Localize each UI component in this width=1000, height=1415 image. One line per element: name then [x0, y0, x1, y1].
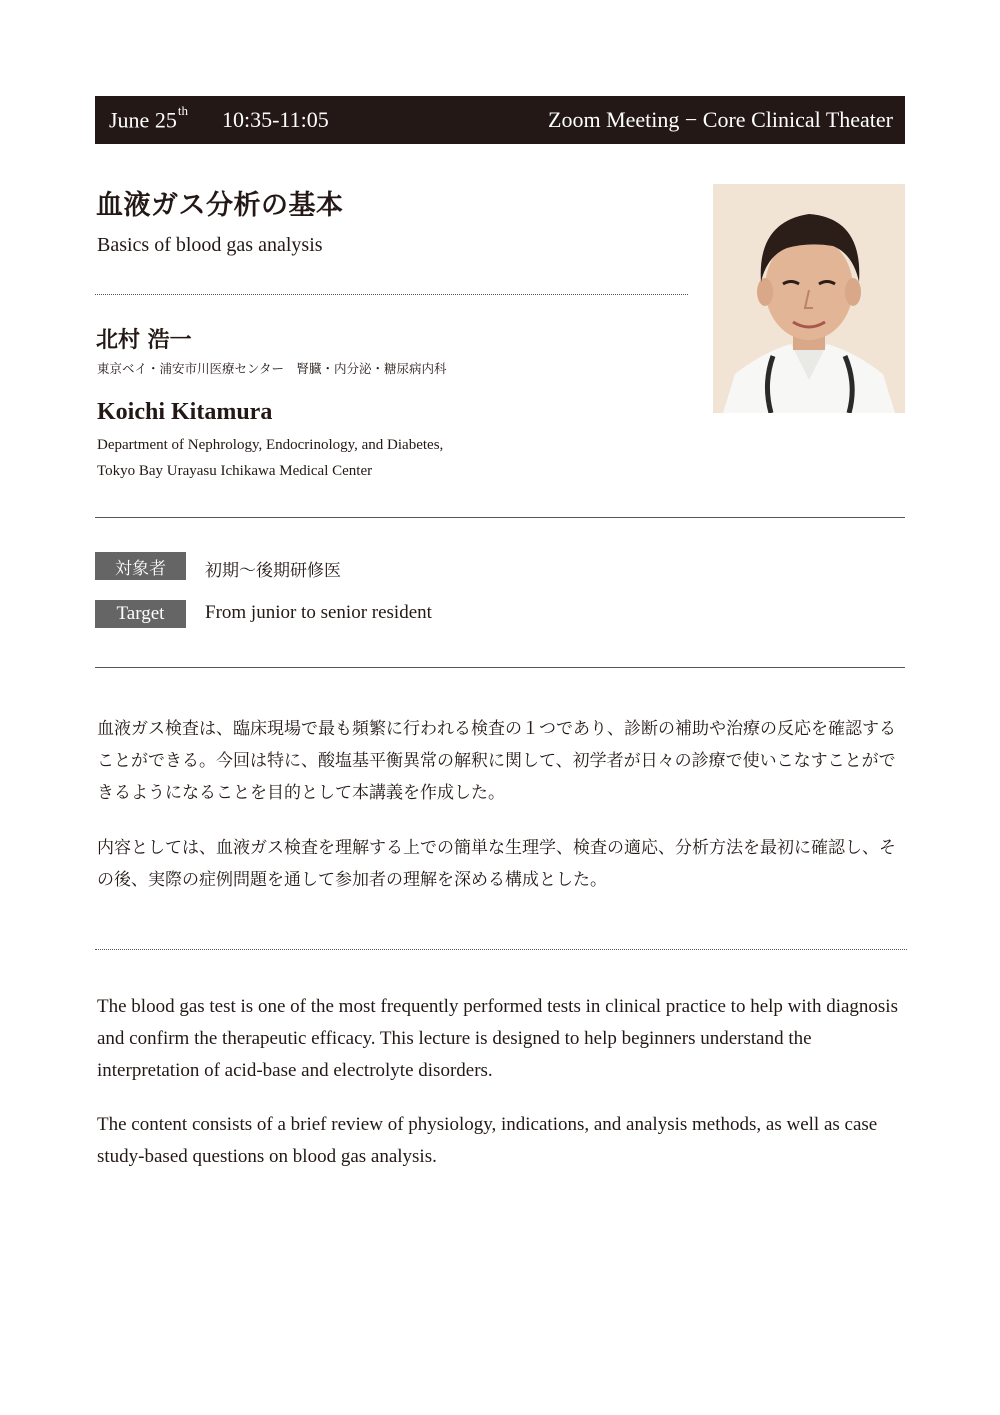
target-value-jp: 初期〜後期研修医 [205, 561, 341, 581]
session-header-bar [95, 96, 905, 144]
session-date [109, 102, 188, 133]
speaker-photo [713, 184, 905, 413]
lecture-title-jp: 血液ガス分析の基本 [96, 190, 344, 221]
speaker-affiliation-jp: 東京ベイ・浦安市川医療センター 腎臓・内分泌・糖尿病内科 [97, 361, 447, 376]
speaker-affiliation-en-line2: Tokyo Bay Urayasu Ichikawa Medical Center [97, 463, 373, 479]
lecture-title-en: Basics of blood gas analysis [97, 234, 323, 256]
abstract-divider [95, 949, 907, 950]
title-divider [95, 294, 688, 295]
speaker-affiliation-en-line1: Department of Nephrology, Endocrinology, and Diabetes, [97, 437, 444, 453]
session-venue: Zoom Meeting − Core Clinical Theater [548, 107, 893, 132]
section-divider-bottom [95, 667, 905, 668]
abstract-jp-paragraph-1: 血液ガス検査は、臨床現場で最も頻繁に行われる検査の１つであり、診断の補助や治療の反応を確認することができる。今回は特に、酸塩基平衡異常の解釈に関して、初学者が日々の診療で使いこなすことができるようになることを目的として本講義を作成した。 [97, 719, 896, 803]
speaker-name-jp: 北村 浩一 [96, 327, 192, 353]
session-datetime [109, 102, 329, 133]
abstract-en-paragraph-2: The content consists of a brief review of physiology, indications, and analysis methods, as well as case study-based questions on blood gas analysis. [97, 1114, 878, 1167]
abstract-en-paragraph-1: The blood gas test is one of the most frequently performed tests in clinical practice to help with diagnosis and confirm the therapeutic efficacy. This lecture is designed to help beginners understand the interpretation of acid-base and electrolyte disorders. [97, 996, 898, 1081]
abstract-jp-paragraph-2: 内容としては、血液ガス検査を理解する上での簡単な生理学、検査の適応、分析方法を最初に確認し、その後、実際の症例問題を通して参加者の理解を深める構成とした。 [97, 838, 896, 890]
section-divider-top [95, 517, 905, 518]
speaker-affiliation-en [97, 432, 443, 484]
target-label-jp: 対象者 [95, 552, 186, 580]
target-value-en: From junior to senior resident [205, 602, 432, 623]
speaker-portrait-illustration [713, 184, 905, 413]
target-label-en: Target [95, 600, 186, 628]
session-time: 10:35-11:05 [221, 106, 329, 132]
session-date-suffix: th [177, 102, 188, 118]
session-date-text: June 25 [109, 107, 177, 133]
speaker-name-en: Koichi Kitamura [97, 399, 273, 425]
